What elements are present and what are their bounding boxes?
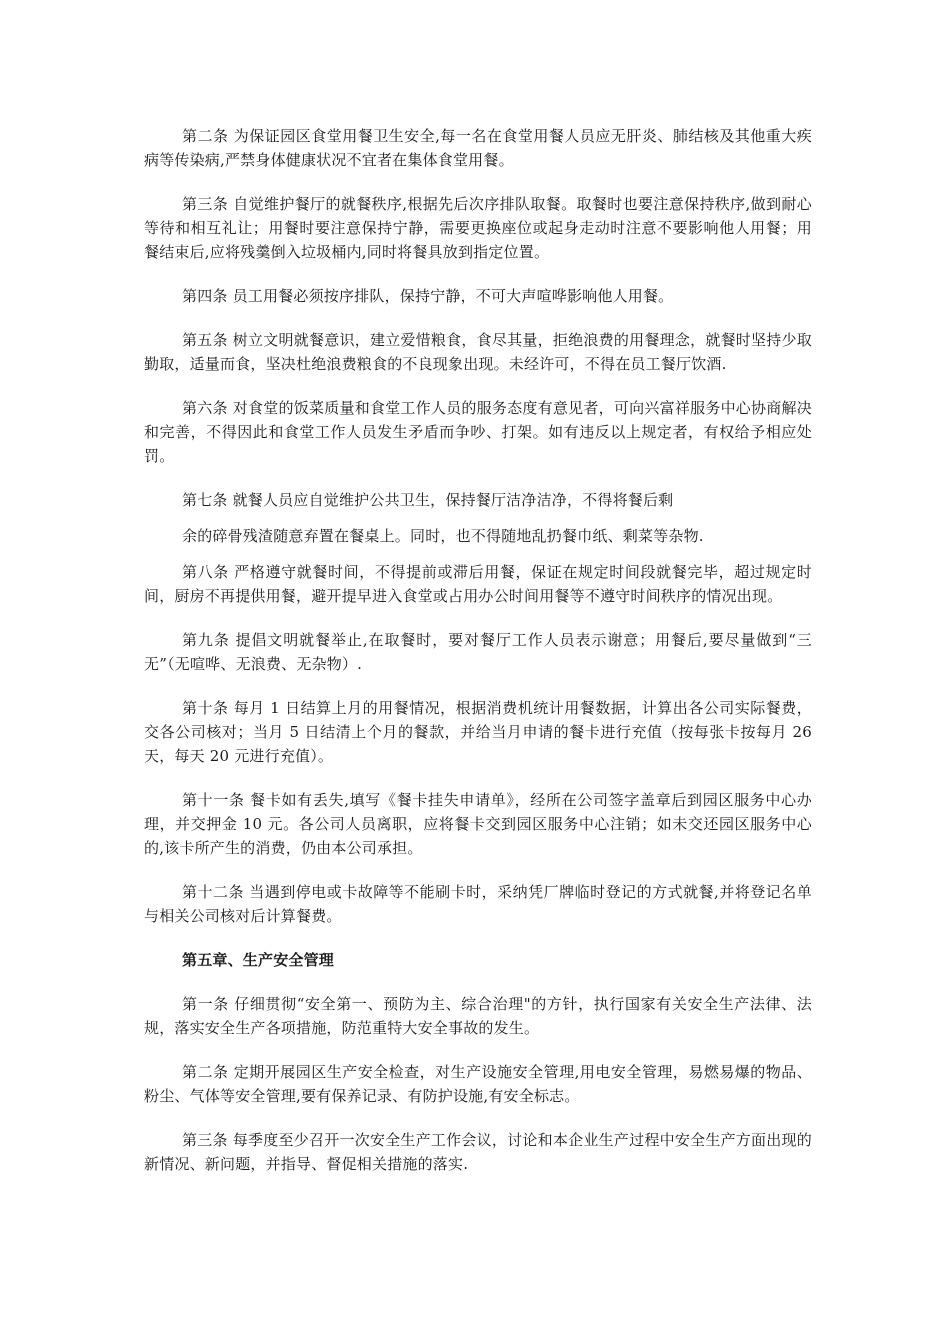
article-7-paragraph-line1: 第七条 就餐人员应自觉维护公共卫生，保持餐厅洁净洁净，不得将餐后剩 (182, 491, 674, 509)
article-2-paragraph: 第二条 为保证园区食堂用餐卫生安全,每一名在食堂用餐人员应无肝炎、肺结核及其他重大疾病等传染病,严禁身体健康状况不宜者在集体食堂用餐。 (144, 127, 812, 169)
chapter-5-article-1-paragraph: 第一条 仔细贯彻“安全第一、预防为主、综合治理"的方针，执行国家有关安全生产法律、法规，落实安全生产各项措施，防范重特大安全事故的发生。 (144, 995, 812, 1037)
chapter-5-heading: 第五章、生产安全管理 (182, 951, 335, 969)
article-11-paragraph: 第十一条 餐卡如有丢失,填写《餐卡挂失申请单》，经所在公司签字盖章后到园区服务中心办理，并交押金 10 元。各公司人员离职，应将餐卡交到园区服务中心注销；如未交还园区服务中心的,该卡所产生的消费，仍由本公司承担。 (144, 791, 812, 857)
article-10-paragraph: 第十条 每月 1 日结算上月的用餐情况，根据消费机统计用餐数据，计算出各公司实际餐费，交各公司核对；当月 5 日结清上个月的餐款，并给当月申请的餐卡进行充值（按每张卡按每月 26 天，每天 20 元进行充值）。 (144, 699, 812, 765)
document-page (144, 124, 812, 1176)
article-3-paragraph: 第三条 自觉维护餐厅的就餐秩序,根据先后次序排队取餐。取餐时也要注意保持秩序,做到耐心等待和相互礼让；用餐时要注意保持宁静，需要更换座位或起身走动时注意不要影响他人用餐；用餐结束后,应将残羹倒入垃圾桶内,同时将餐具放到指定位置。 (144, 195, 812, 261)
article-4-paragraph: 第四条 员工用餐必须按序排队，保持宁静，不可大声喧哗影响他人用餐。 (182, 287, 674, 305)
chapter-5-article-3-paragraph: 第三条 每季度至少召开一次安全生产工作会议，讨论和本企业生产过程中安全生产方面出现的新情况、新问题，并指导、督促相关措施的落实. (144, 1131, 812, 1173)
article-9-paragraph: 第九条 提倡文明就餐举止,在取餐时，要对餐厅工作人员表示谢意；用餐后,要尽量做到“三无”（无喧哗、无浪费、无杂物）. (144, 631, 812, 673)
article-6-paragraph: 第六条 对食堂的饭菜质量和食堂工作人员的服务态度有意见者，可向兴富祥服务中心协商解决和完善，不得因此和食堂工作人员发生矛盾而争吵、打架。如有违反以上规定者，有权给予相应处罚。 (144, 399, 812, 465)
article-8-paragraph: 第八条 严格遵守就餐时间，不得提前或滞后用餐，保证在规定时间段就餐完毕，超过规定时间，厨房不再提供用餐，避开提早进入食堂或占用办公时间用餐等不遵守时间秩序的情况出现。 (144, 563, 812, 605)
chapter-5-article-2-paragraph: 第二条 定期开展园区生产安全检查，对生产设施安全管理,用电安全管理，易燃易爆的物品、粉尘、气体等安全管理,要有保养记录、有防护设施,有安全标志。 (144, 1063, 812, 1105)
article-5-paragraph: 第五条 树立文明就餐意识，建立爱惜粮食，食尽其量，拒绝浪费的用餐理念，就餐时坚持少取勤取，适量而食，坚决杜绝浪费粮食的不良现象出现。未经许可，不得在员工餐厅饮酒. (144, 331, 812, 373)
article-7-paragraph-line2: 余的碎骨残渣随意弃置在餐桌上。同时，也不得随地乱扔餐巾纸、剩菜等杂物. (182, 527, 704, 545)
article-12-paragraph: 第十二条 当遇到停电或卡故障等不能刷卡时，采纳凭厂牌临时登记的方式就餐,并将登记名单与相关公司核对后计算餐费。 (144, 883, 812, 925)
